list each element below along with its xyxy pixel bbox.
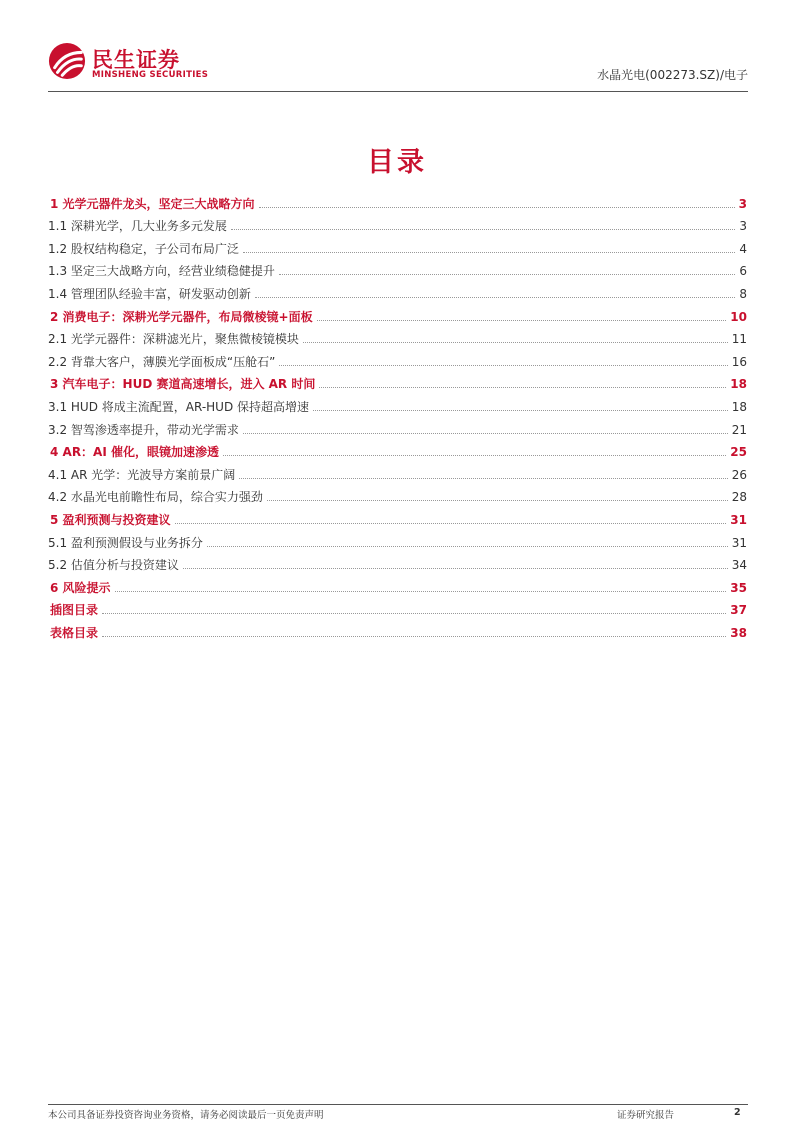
toc-entry-page: 21 <box>731 422 747 437</box>
toc-leader-dots <box>231 229 735 230</box>
footer-disclaimer: 本公司具备证券投资咨询业务资格，请务必阅读最后一页免责声明 <box>48 1110 324 1121</box>
toc-entry-label: 4.1 AR 光学：光波导方案前景广阔 <box>48 467 236 482</box>
toc-entry-page: 8 <box>739 286 747 301</box>
toc-leader-dots <box>223 455 726 456</box>
toc-leader-dots <box>303 342 728 343</box>
toc-leader-dots <box>267 500 728 501</box>
toc-leader-dots <box>239 478 727 479</box>
toc-entry-4-1[interactable] <box>48 460 747 483</box>
footer-divider <box>48 1104 748 1105</box>
toc-entry-page: 18 <box>730 377 747 392</box>
toc-entry-1[interactable] <box>48 189 747 212</box>
toc-entry-label: 6 风险提示 <box>50 580 111 595</box>
toc-entry-page: 4 <box>739 241 747 256</box>
toc-entry-2-1[interactable] <box>48 325 747 348</box>
toc-entry-tables[interactable] <box>48 618 747 641</box>
toc-entry-page: 34 <box>731 558 747 573</box>
toc-entry-label: 4.2 水晶光电前瞻性布局，综合实力强劲 <box>48 490 263 505</box>
table-of-contents <box>48 189 747 641</box>
footer-doc-type: 证券研究报告 <box>617 1110 675 1121</box>
toc-entry-page: 16 <box>731 354 747 369</box>
toc-entry-label: 5 盈利预测与投资建议 <box>50 512 171 527</box>
toc-entry-label: 1.1 深耕光学，几大业务多元发展 <box>48 219 227 234</box>
toc-leader-dots <box>175 523 727 524</box>
toc-leader-dots <box>279 365 727 366</box>
toc-leader-dots <box>183 568 728 569</box>
toc-entry-3-2[interactable] <box>48 415 747 438</box>
toc-leader-dots <box>313 410 728 411</box>
toc-entry-page: 37 <box>730 603 747 618</box>
toc-leader-dots <box>317 320 727 321</box>
toc-leader-dots <box>243 252 735 253</box>
toc-entry-4[interactable] <box>48 438 747 461</box>
toc-entry-label: 1 光学元器件龙头，坚定三大战略方向 <box>50 196 255 211</box>
page-header <box>48 40 748 92</box>
toc-entry-5-1[interactable] <box>48 528 747 551</box>
toc-entry-5-2[interactable] <box>48 551 747 574</box>
toc-entry-5[interactable] <box>48 505 747 528</box>
toc-entry-6[interactable] <box>48 573 747 596</box>
header-divider <box>48 91 748 92</box>
toc-entry-label: 2.2 背靠大客户，薄膜光学面板成“压舱石” <box>48 354 276 369</box>
toc-entry-1-3[interactable] <box>48 257 747 280</box>
toc-entry-label: 5.1 盈利预测假设与业务拆分 <box>48 535 203 550</box>
toc-entry-page: 18 <box>731 399 747 414</box>
logo-chinese-name: 民生证券 <box>92 48 180 72</box>
toc-entry-label: 插图目录 <box>50 603 99 618</box>
toc-title: 目录 <box>367 147 427 178</box>
toc-entry-label: 5.2 估值分析与投资建议 <box>48 558 179 573</box>
toc-entry-page: 11 <box>731 332 747 347</box>
toc-leader-dots <box>115 591 727 592</box>
toc-leader-dots <box>243 433 728 434</box>
toc-entry-2-2[interactable] <box>48 347 747 370</box>
toc-entry-figures[interactable] <box>48 596 747 619</box>
toc-entry-page: 25 <box>730 445 747 460</box>
toc-entry-page: 6 <box>739 264 747 279</box>
logo-english-name: MINSHENG SECURITIES <box>92 70 209 80</box>
toc-leader-dots <box>102 636 726 637</box>
toc-leader-dots <box>207 546 728 547</box>
toc-entry-label: 3.2 智驾渗透率提升，带动光学需求 <box>48 422 239 437</box>
toc-entry-1-4[interactable] <box>48 279 747 302</box>
toc-entry-label: 2 消费电子：深耕光学元器件，布局微棱镜+面板 <box>50 309 313 324</box>
toc-entry-label: 表格目录 <box>50 625 99 640</box>
toc-entry-2[interactable] <box>48 302 747 325</box>
toc-entry-label: 2.1 光学元器件：深耕滤光片，聚焦微棱镜模块 <box>48 332 299 347</box>
toc-entry-label: 1.3 坚定三大战略方向，经营业绩稳健提升 <box>48 264 275 279</box>
minsheng-logo-icon <box>48 42 86 80</box>
toc-entry-page: 38 <box>730 625 747 640</box>
toc-entry-1-2[interactable] <box>48 234 747 257</box>
toc-leader-dots <box>319 387 726 388</box>
toc-entry-page: 3 <box>739 219 747 234</box>
toc-entry-3-1[interactable] <box>48 392 747 415</box>
toc-leader-dots <box>259 207 735 208</box>
toc-entry-label: 1.2 股权结构稳定，子公司布局广泛 <box>48 241 239 256</box>
toc-entry-page: 10 <box>730 309 747 324</box>
toc-entry-page: 26 <box>731 467 747 482</box>
toc-entry-1-1[interactable] <box>48 212 747 235</box>
toc-entry-label: 3.1 HUD 将成主流配置，AR-HUD 保持超高增速 <box>48 399 310 414</box>
toc-entry-label: 4 AR：AI 催化，眼镜加速渗透 <box>50 445 219 460</box>
toc-entry-4-2[interactable] <box>48 483 747 506</box>
toc-entry-page: 31 <box>731 535 747 550</box>
toc-leader-dots <box>102 613 726 614</box>
toc-entry-page: 31 <box>730 512 747 527</box>
toc-entry-label: 3 汽车电子：HUD 赛道高速增长，进入 AR 时间 <box>50 377 316 392</box>
toc-entry-page: 35 <box>730 580 747 595</box>
toc-leader-dots <box>255 297 735 298</box>
report-tag: 水晶光电(002273.SZ)/电子 <box>597 68 748 82</box>
page-number: 2 <box>734 1107 741 1118</box>
toc-entry-page: 28 <box>731 490 747 505</box>
toc-entry-page: 3 <box>738 196 747 211</box>
toc-entry-label: 1.4 管理团队经验丰富，研发驱动创新 <box>48 286 251 301</box>
toc-entry-3[interactable] <box>48 370 747 393</box>
toc-leader-dots <box>279 274 735 275</box>
